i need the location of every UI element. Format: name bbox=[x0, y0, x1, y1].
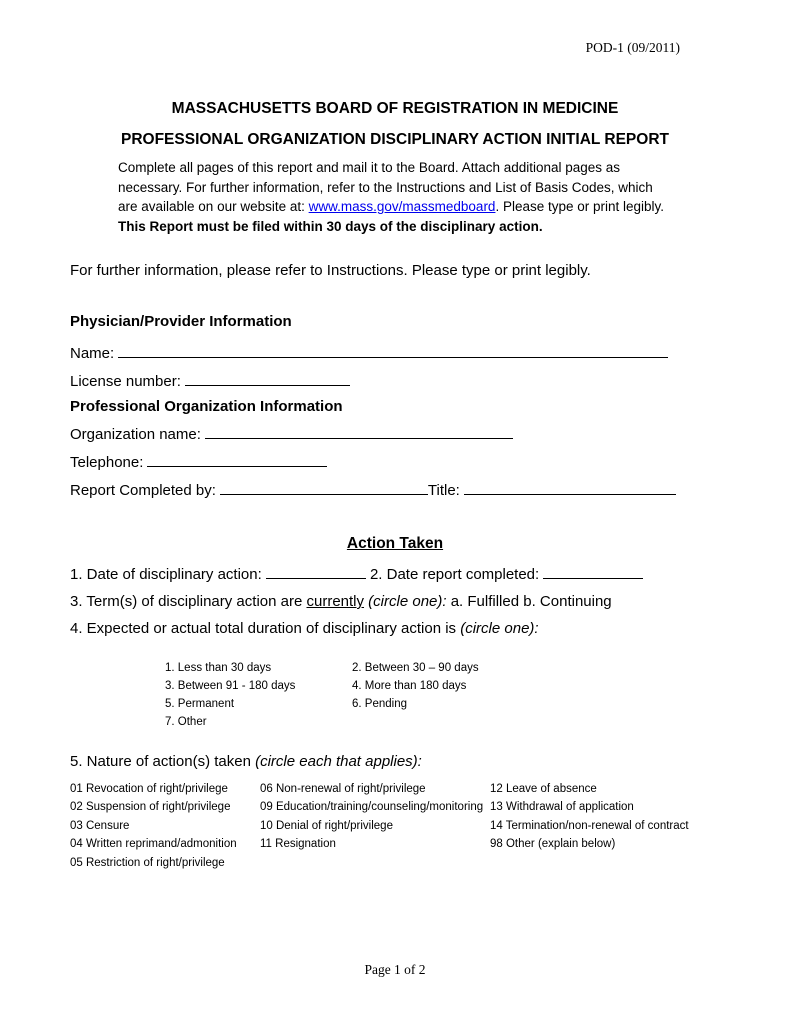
license-field-row bbox=[70, 370, 720, 390]
action-item-2-label: 2. Date report completed: bbox=[369, 566, 540, 583]
nature-code-02: 02 Suspension of right/privilege bbox=[70, 801, 231, 813]
nature-code-12: 12 Leave of absence bbox=[490, 782, 597, 795]
telephone-label: Telephone: bbox=[70, 454, 144, 471]
intro-bold-text: This Report must be filed within 30 days of the disciplinary action. bbox=[118, 218, 543, 234]
item4-circle-one: (circle one): bbox=[460, 620, 539, 637]
instructions-note: For further information, please refer to Instructions. Please type or print legibly. bbox=[70, 262, 591, 279]
action-item-1-2-row bbox=[70, 563, 720, 583]
massmedboard-link[interactable]: www.mass.gov/massmedboard bbox=[308, 199, 496, 214]
nature-column-1 bbox=[70, 784, 260, 870]
telephone-blank-line bbox=[147, 451, 327, 467]
nature-code-10: 10 Denial of right/privilege bbox=[260, 819, 393, 832]
intro-text-1: Complete all pages of this report and mail it to the Board. Attach additional pages as necessary. For further information, refer to the Instructions and List of Basis Codes, which are available on our website at: bbox=[118, 160, 653, 214]
nature-column-2 bbox=[260, 784, 490, 870]
duration-option-3: 3. Between 91 - 180 days bbox=[165, 680, 296, 692]
license-blank-line bbox=[185, 370, 350, 386]
duration-option-4: 4. More than 180 days bbox=[352, 680, 467, 692]
nature-code-05: 05 Restriction of right/privilege bbox=[70, 856, 225, 869]
item3-currently: currently bbox=[306, 593, 365, 610]
nature-code-06: 06 Non-renewal of right/privilege bbox=[260, 782, 426, 795]
action-item-5 bbox=[70, 753, 720, 770]
nature-code-01: 01 Revocation of right/privilege bbox=[70, 782, 228, 795]
report-completed-date-blank bbox=[543, 563, 643, 579]
telephone-field-row bbox=[70, 451, 720, 471]
form-code: POD-1 (09/2011) bbox=[585, 40, 680, 55]
item3-prefix: 3. Term(s) of disciplinary action are bbox=[70, 593, 307, 610]
nature-of-actions-list bbox=[70, 784, 720, 870]
name-blank-line bbox=[118, 342, 668, 358]
organization-name-label: Organization name: bbox=[70, 426, 201, 443]
duration-option-5: 5. Permanent bbox=[165, 698, 235, 710]
action-item-3 bbox=[70, 593, 720, 610]
document-title-line-1: MASSACHUSETTS BOARD OF REGISTRATION IN MEDICINE bbox=[171, 100, 619, 117]
report-completed-by-label: Report Completed by: bbox=[70, 482, 216, 499]
title-blank-line bbox=[464, 479, 676, 495]
name-field-row bbox=[70, 342, 720, 362]
intro-text-2: . Please type or print legibly. bbox=[495, 199, 665, 214]
item5-circle-each: (circle each that applies): bbox=[255, 752, 422, 770]
document-title-line-2: PROFESSIONAL ORGANIZATION DISCIPLINARY ACTION INITIAL REPORT bbox=[121, 131, 669, 148]
organization-name-blank-line bbox=[205, 423, 513, 439]
disciplinary-action-date-blank bbox=[266, 563, 366, 579]
physician-section-heading: Physician/Provider Information bbox=[70, 313, 292, 330]
duration-options-list bbox=[165, 663, 720, 729]
report-completed-blank-line bbox=[220, 479, 428, 495]
duration-option-1: 1. Less than 30 days bbox=[165, 662, 272, 674]
action-taken-heading: Action Taken bbox=[346, 535, 444, 552]
intro-paragraph bbox=[70, 158, 720, 236]
action-item-1-label: 1. Date of disciplinary action: bbox=[70, 566, 262, 583]
organization-section-heading: Professional Organization Information bbox=[70, 398, 343, 415]
report-completed-field-row bbox=[70, 479, 720, 499]
nature-code-13: 13 Withdrawal of application bbox=[490, 801, 634, 813]
nature-code-09: 09 Education/training/counseling/monitoring bbox=[260, 801, 484, 813]
duration-option-2: 2. Between 30 – 90 days bbox=[352, 662, 479, 674]
name-label: Name: bbox=[70, 345, 115, 362]
nature-code-04: 04 Written reprimand/admonition bbox=[70, 838, 237, 850]
nature-code-98: 98 Other (explain below) bbox=[490, 838, 616, 850]
item4-prefix: 4. Expected or actual total duration of disciplinary action is bbox=[70, 620, 461, 637]
title-label: Title: bbox=[427, 482, 460, 499]
action-item-4 bbox=[70, 620, 720, 637]
item3-choices: a. Fulfilled b. Continuing bbox=[446, 593, 612, 610]
item3-circle-one: (circle one): bbox=[364, 593, 447, 610]
duration-option-7: 7. Other bbox=[165, 716, 207, 728]
page-number: Page 1 of 2 bbox=[364, 962, 426, 977]
duration-option-6: 6. Pending bbox=[352, 698, 407, 710]
nature-code-03: 03 Censure bbox=[70, 819, 130, 832]
nature-column-3 bbox=[490, 784, 720, 870]
nature-code-14: 14 Termination/non-renewal of contract bbox=[490, 819, 689, 832]
item5-prefix: 5. Nature of action(s) taken bbox=[70, 752, 256, 770]
nature-code-11: 11 Resignation bbox=[260, 838, 336, 850]
license-label: License number: bbox=[70, 373, 181, 390]
organization-name-field-row bbox=[70, 423, 720, 443]
